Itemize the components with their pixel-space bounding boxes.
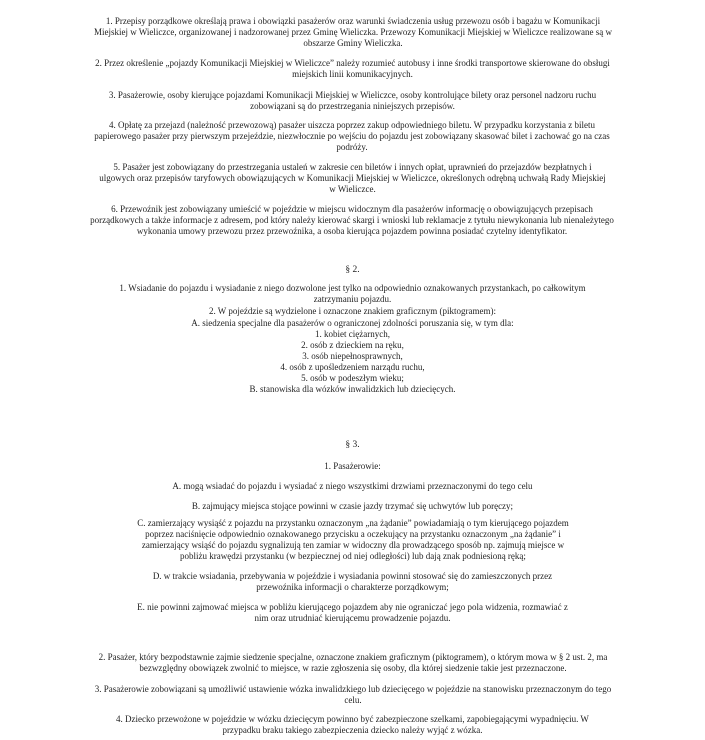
paragraph-1-1: 1. Przepisy porządkowe określają prawa i obowiązki pasażerów oraz warunki świadczenia usług przewozu osób i bagażu w Komunikacji Miejskiej w Wieliczce, organizowanej i nadzorowanej przez Gminę Wieliczka. Przewozy Komunikacji Miejskiej w Wieliczce realizowane są w obszarze Gminy Wieliczka. [93,16,613,48]
section-2-sub-5: 5. osób w podeszłym wieku; [301,373,404,383]
section-3-item-c: C. zamierzający wysiąść z pojazdu na przystanku oznaczonym „na żądanie” powiadamiają o tym kierującego pojazdem poprzez naciśnięcie odpowiednio oznakowanego przycisku a oczekujący na przystanku oznaczonym „na żądanie” i zamierzający wsiąść do pojazdu sygnalizują ten zamiar w widoczny dla prowadzącego sposób np. zajmują miejsce w pobliżu krawędzi przystanku (w bezpiecznej od niej odległości) lub dają znak podniesioną ręką; [137,518,569,561]
section-3-item-e: E. nie powinni zajmować miejsca w pobliżu kierującego pojazdem aby nie ograniczać jego pola widzenia, rozmawiać z nim oraz utrudniać kierującemu prowadzenie pojazdu. [137,602,568,623]
section-3-item-a: A. mogą wsiadać do pojazdu i wysiadać z niego wszystkimi drzwiami przeznaczonymi do tego celu [172,481,533,491]
section-2-heading: § 2. [345,265,360,275]
section-2-sub-1: 1. kobiet ciężarnych, [315,329,390,339]
paragraph-1-2: 2. Przez określenie „pojazdy Komunikacji Miejskiej w Wieliczce” należy rozumieć autobusy i inne środki transportowe skierowane do obsługi miejskich linii komunikacyjnych. [95,58,610,79]
section-3-item-4: 4. Dziecko przewożone w pojeździe w wózku dziecięcym powinno być zabezpieczone szelkami, zapobiegającymi wypadnięciu. W przypadku braku takiego zabezpieczenia dziecko należy wyjąć z wózka. [116,714,589,735]
paragraph-1-5: 5. Pasażer jest zobowiązany do przestrzegania ustaleń w zakresie cen biletów i innych opłat, uprawnień do przejazdów bezpłatnych i ulgowych oraz przepisów taryfowych obowiązujących w Komunikacji Miejskiej w Wieliczce, określonych odrębną uchwałą Rady Miejskiej w Wieliczce. [99,162,606,194]
section-3-item-3: 3. Pasażerowie zobowiązani są umożliwić ustawienie wózka inwalidzkiego lub dziecięcego w pojeździe na stanowisku przeznaczonym do tego celu. [94,684,612,705]
section-2-item-b: B. stanowiska dla wózków inwalidzkich lub dziecięcych. [249,384,456,394]
section-3-item-2: 2. Pasażer, który bezpodstawnie zajmie siedzenie specjalne, oznaczone znakiem graficznym (piktogramem), o którym mowa w § 2 ust. 2, ma bezwzględny obowiązek zwolnić to miejsce, w razie zgłoszenia się osoby, dla której siedzenie takie jest przeznaczone. [98,652,608,673]
section-3-item-d: D. w trakcie wsiadania, przebywania w pojeździe i wysiadania powinni stosować się do zamieszczonych przez przewoźnika informacji o charakterze porządkowym; [152,571,553,592]
paragraph-1-3: 3. Pasażerowie, osoby kierujące pojazdami Komunikacji Miejskiej w Wieliczce, osoby kontrolujące bilety oraz personel nadzoru ruchu zobowiązani są do przestrzegania niniejszych przepisów. [108,90,597,111]
section-2-item-1: 1. Wsiadanie do pojazdu i wysiadanie z niego dozwolone jest tylko na odpowiednio oznakowanych przystankach, po całkowitym zatrzymaniu pojazdu. [119,283,586,304]
paragraph-1-4: 4. Opłatę za przejazd (należność przewozową) pasażer uiszcza poprzez zakup odpowiedniego biletu. W przypadku korzystania z biletu papierowego pasażer przy pierwszym przejeździe, niezwłocznie po wejściu do pojazdu jest zobowiązany skasować bilet i zachować go na czas podróży. [94,120,610,152]
section-2-item-2: 2. W pojeździe są wydzielone i oznaczone znakiem graficznym (piktogramem): [208,306,497,316]
section-2-sub-4: 4. osób z upośledzeniem narządu ruchu, [280,362,425,372]
section-3-item-1: 1. Pasażerowie: [324,461,381,471]
section-2-sub-3: 3. osób niepełnosprawnych, [302,351,403,361]
paragraph-1-6: 6. Przewoźnik jest zobowiązany umieścić w pojeździe w miejscu widocznym dla pasażerów informację o obowiązujących przepisach porządkowych a także informacje z adresem, pod który należy kierować skargi i wnioski lub reklamacje z tytułu niewykonania lub nienależytego wykonania umowy przewozu przez przewoźnika, a osoba kierująca pojazdem powinna posiadać czytelny identyfikator. [90,204,614,236]
section-3-item-b: B. zajmujący miejsca stojące powinni w czasie jazdy trzymać się uchwytów lub poręczy; [191,501,514,511]
section-2-item-a: A. siedzenia specjalne dla pasażerów o ograniczonej zdolności poruszania się, w tym dla: [191,318,514,328]
section-2-sub-2: 2. osób z dzieckiem na ręku, [301,340,404,350]
section-3-heading: § 3. [345,440,360,450]
